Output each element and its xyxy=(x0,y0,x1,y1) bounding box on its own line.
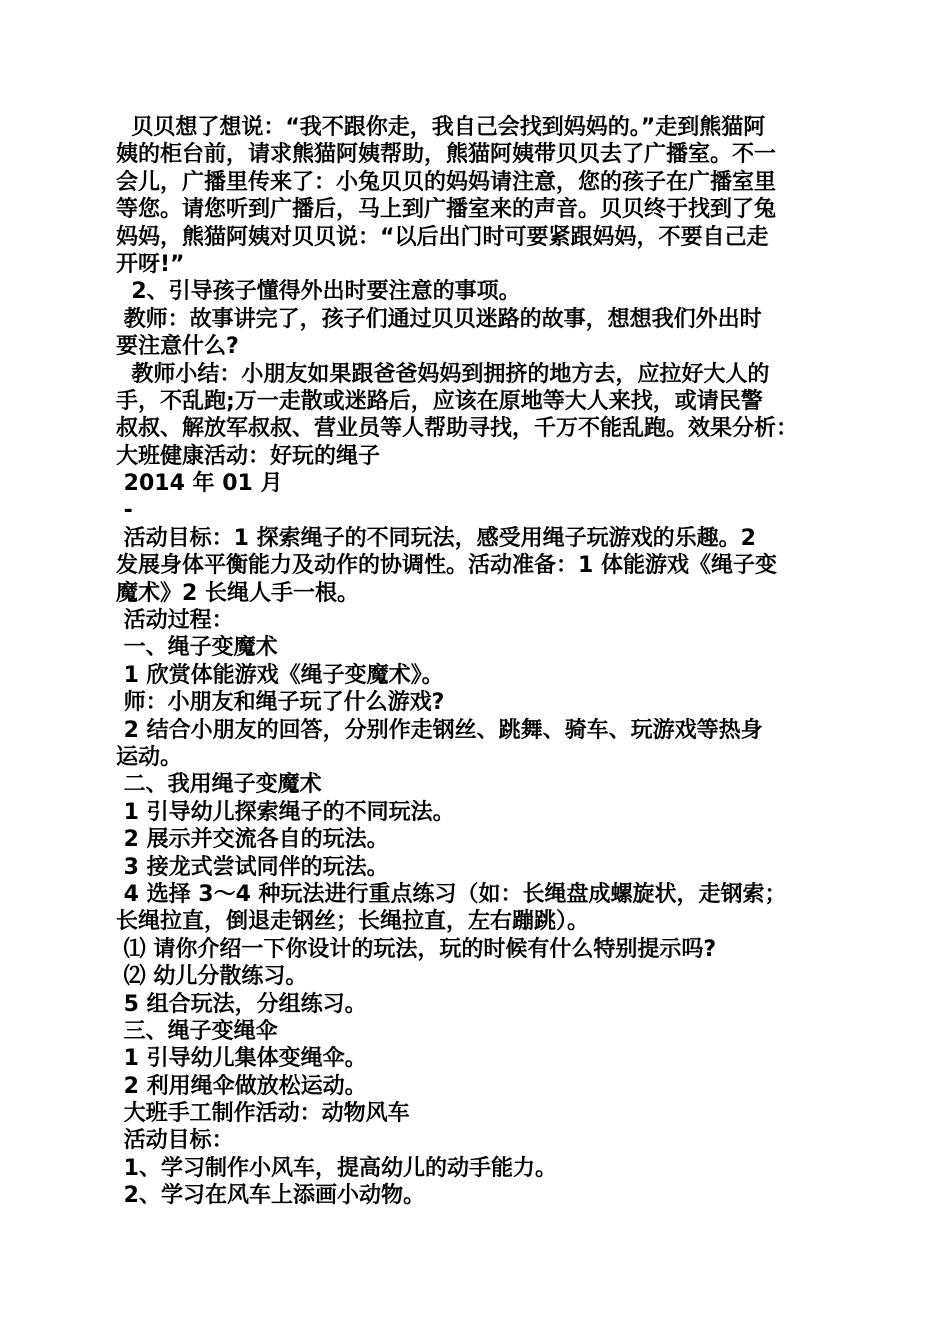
text-line: 2 利用绳伞做放松运动。 xyxy=(116,1073,367,1099)
text-line: ⑴ 请你介绍一下你设计的玩法，玩的时候有什么特别提示吗? xyxy=(116,936,717,962)
text-line: 活动过程： xyxy=(116,608,234,634)
text-line: 运动。 xyxy=(116,744,183,770)
document-body xyxy=(116,114,846,1210)
section-heading: 二、我用绳子变魔术 xyxy=(116,772,322,798)
text-line: 等您。请您听到广播后，马上到广播室来的声音。贝贝终于找到了兔 xyxy=(116,197,777,223)
text-line: 2 展示并交流各自的玩法。 xyxy=(116,827,389,853)
text-line: 2 结合小朋友的回答，分别作走钢丝、跳舞、骑车、玩游戏等热身 xyxy=(116,717,763,743)
text-line: 5 组合玩法，分组练习。 xyxy=(116,991,367,1017)
text-line: 会儿，广播里传来了：小兔贝贝的妈妈请注意，您的孩子在广播室里 xyxy=(116,169,777,195)
text-line: 3 接龙式尝试同伴的玩法。 xyxy=(116,854,389,880)
section-heading: 三、绳子变绳伞 xyxy=(116,1018,278,1044)
text-line: 要注意什么? xyxy=(116,334,239,360)
text-line: 教师：故事讲完了，孩子们通过贝贝迷路的故事，想想我们外出时 xyxy=(116,306,762,332)
text-line: 教师小结：小朋友如果跟爸爸妈妈到拥挤的地方去，应拉好大人的 xyxy=(116,361,770,387)
text-line: 1 引导幼儿集体变绳伞。 xyxy=(116,1046,367,1072)
text-line: - xyxy=(116,498,133,524)
section-heading: 一、绳子变魔术 xyxy=(116,635,278,661)
text-line: 师：小朋友和绳子玩了什么游戏? xyxy=(116,690,445,716)
section-heading: 大班手工制作活动：动物风车 xyxy=(116,1101,410,1127)
text-line: 长绳拉直，倒退走钢丝；长绳拉直，左右蹦跳）。 xyxy=(116,909,590,935)
text-line: 1、学习制作小风车，提高幼儿的动手能力。 xyxy=(116,1155,557,1181)
text-line: 发展身体平衡能力及动作的协调性。活动准备：1 体能游戏《绳子变 xyxy=(116,553,777,579)
text-line: ⑵ 幼儿分散练习。 xyxy=(116,964,308,990)
text-line: 1 欣赏体能游戏《绳子变魔术》。 xyxy=(116,662,444,688)
text-line: 4 选择 3～4 种玩法进行重点练习（如：长绳盘成螺旋状，走钢索； xyxy=(116,881,787,907)
text-line: 手，不乱跑;万一走散或迷路后，应该在原地等大人来找，或请民警 xyxy=(116,388,763,414)
date-line: 2014 年 01 月 xyxy=(116,471,283,497)
text-line: 贝贝想了想说：“我不跟你走，我自己会找到妈妈的。”走到熊猫阿 xyxy=(116,115,766,140)
text-line: 开呀!” xyxy=(116,251,185,277)
text-line: 活动目标：1 探索绳子的不同玩法，感受用绳子玩游戏的乐趣。2 xyxy=(116,525,756,551)
text-line: 姨的柜台前，请求熊猫阿姨帮助，熊猫阿姨带贝贝去了广播室。不一 xyxy=(116,142,777,168)
text-line: 2、学习在风车上添画小动物。 xyxy=(116,1183,425,1209)
text-line: 魔术》2 长绳人手一根。 xyxy=(116,580,359,606)
text-line: 妈妈，熊猫阿姨对贝贝说：“以后出门时可要紧跟妈妈，不要自己走 xyxy=(116,224,769,250)
text-line: 叔叔、解放军叔叔、营业员等人帮助寻找，千万不能乱跑。效果分析： xyxy=(116,416,799,442)
text-line: 活动目标： xyxy=(116,1128,234,1154)
section-heading: 大班健康活动：好玩的绳子 xyxy=(116,443,381,469)
text-line: 2、引导孩子懂得外出时要注意的事项。 xyxy=(116,279,521,305)
text-line: 1 引导幼儿探索绳子的不同玩法。 xyxy=(116,799,455,825)
